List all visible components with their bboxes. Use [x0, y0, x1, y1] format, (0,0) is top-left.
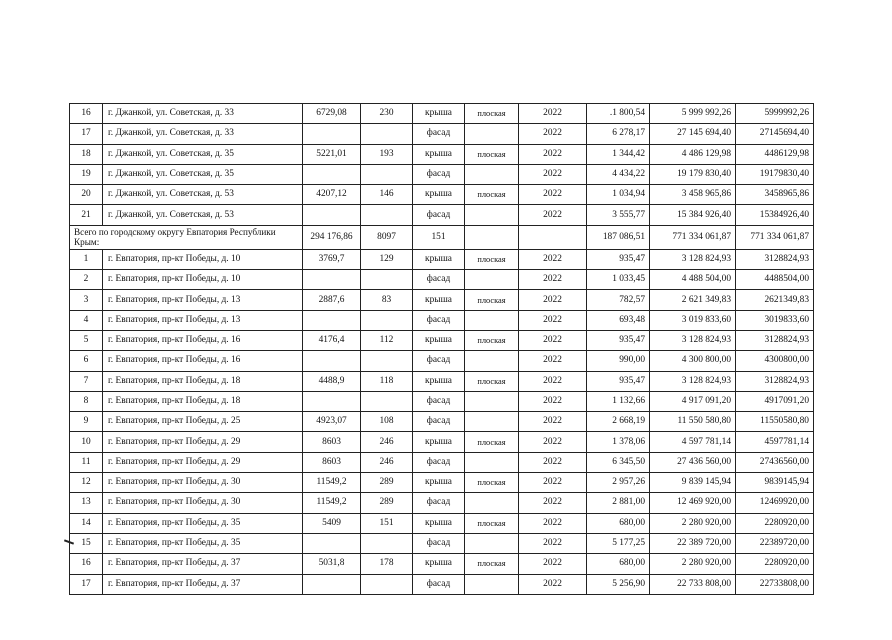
year-cell: 2022 [519, 452, 587, 472]
total-cost-cell: 2 621 349,83 [650, 290, 736, 310]
row-number-cell: 13 [70, 493, 103, 513]
count-cell: 83 [361, 290, 413, 310]
work-type-cell: крыша [413, 249, 465, 269]
year-cell: 2022 [519, 185, 587, 205]
unit-cost-cell: 6 345,50 [587, 452, 650, 472]
count-cell: 246 [361, 432, 413, 452]
total-cost-raw-cell: 11550580,80 [736, 412, 814, 432]
roof-type-cell: плоская [465, 513, 519, 533]
row-number-cell: 5 [70, 330, 103, 350]
total-cost-raw-cell: 22733808,00 [736, 574, 814, 594]
total-cost-cell: 12 469 920,00 [650, 493, 736, 513]
address-cell: г. Евпатория, пр-кт Победы, д. 29 [103, 452, 303, 472]
address-cell: г. Джанкой, ул. Советская, д. 33 [103, 104, 303, 124]
table-row [70, 124, 814, 144]
row-number-cell: 16 [70, 554, 103, 574]
year-cell: 2022 [519, 164, 587, 184]
table-row [70, 330, 814, 350]
year-cell: 2022 [519, 330, 587, 350]
count-cell: 146 [361, 185, 413, 205]
row-number-cell: 17 [70, 574, 103, 594]
area-cell: 5409 [303, 513, 361, 533]
year-cell: 2022 [519, 473, 587, 493]
unit-cost-cell: 1 378,06 [587, 432, 650, 452]
roof-type-cell [465, 310, 519, 330]
total-cost-cell: 4 486 129,98 [650, 144, 736, 164]
work-type-cell: фасад [413, 493, 465, 513]
area-cell: 11549,2 [303, 493, 361, 513]
area-cell: 3769,7 [303, 249, 361, 269]
total-cost-cell: 3 128 824,93 [650, 371, 736, 391]
table-row [70, 574, 814, 594]
total-label: Всего по городскому округу Евпатория Республики Крым: [70, 225, 303, 249]
unit-cost-cell: 935,47 [587, 371, 650, 391]
table-row [70, 554, 814, 574]
unit-cost-cell: 2 957,26 [587, 473, 650, 493]
table-row [70, 249, 814, 269]
table-row [70, 391, 814, 411]
work-type-cell: фасад [413, 164, 465, 184]
year-cell: 2022 [519, 513, 587, 533]
roof-type-cell [465, 391, 519, 411]
unit-cost-cell: 782,57 [587, 290, 650, 310]
table-body [70, 104, 814, 595]
address-cell: г. Евпатория, пр-кт Победы, д. 25 [103, 412, 303, 432]
work-type-cell: фасад [413, 124, 465, 144]
table-row [70, 493, 814, 513]
total-sum-cell: 771 334 061,87 [650, 225, 736, 249]
year-cell: 2022 [519, 290, 587, 310]
year-cell: 2022 [519, 205, 587, 225]
count-cell: 178 [361, 554, 413, 574]
count-cell [361, 124, 413, 144]
address-cell: г. Евпатория, пр-кт Победы, д. 35 [103, 513, 303, 533]
row-number-cell: 1 [70, 249, 103, 269]
count-cell [361, 164, 413, 184]
table-row [70, 533, 814, 553]
count-cell: 193 [361, 144, 413, 164]
area-cell: 8603 [303, 432, 361, 452]
unit-cost-cell: 935,47 [587, 249, 650, 269]
total-cost-cell: 4 300 800,00 [650, 351, 736, 371]
area-cell [303, 124, 361, 144]
area-cell [303, 391, 361, 411]
roof-type-cell: плоская [465, 144, 519, 164]
area-cell: 4923,07 [303, 412, 361, 432]
row-number-cell: 18 [70, 144, 103, 164]
total-cost-cell: 15 384 926,40 [650, 205, 736, 225]
roof-type-cell [465, 124, 519, 144]
count-cell [361, 205, 413, 225]
row-number-cell: 8 [70, 391, 103, 411]
work-type-cell: фасад [413, 351, 465, 371]
address-cell: г. Джанкой, ул. Советская, д. 53 [103, 185, 303, 205]
table-row [70, 473, 814, 493]
area-cell: 4488,9 [303, 371, 361, 391]
count-cell: 151 [361, 513, 413, 533]
work-type-cell: крыша [413, 290, 465, 310]
address-cell: г. Евпатория, пр-кт Победы, д. 18 [103, 391, 303, 411]
row-number-cell: 15 [70, 533, 103, 553]
area-cell: 5221,01 [303, 144, 361, 164]
roof-type-cell: плоская [465, 473, 519, 493]
row-number-cell: 4 [70, 310, 103, 330]
address-cell: г. Евпатория, пр-кт Победы, д. 37 [103, 574, 303, 594]
table-row [70, 270, 814, 290]
year-cell: 2022 [519, 351, 587, 371]
work-type-cell: крыша [413, 330, 465, 350]
address-cell: г. Евпатория, пр-кт Победы, д. 10 [103, 249, 303, 269]
address-cell: г. Евпатория, пр-кт Победы, д. 10 [103, 270, 303, 290]
row-number-cell: 3 [70, 290, 103, 310]
table-row [70, 104, 814, 124]
table-row [70, 290, 814, 310]
total-cost-cell: 27 436 560,00 [650, 452, 736, 472]
year-cell: 2022 [519, 249, 587, 269]
total-cost-raw-cell: 22389720,00 [736, 533, 814, 553]
total-cost-cell: 19 179 830,40 [650, 164, 736, 184]
row-number-cell: 11 [70, 452, 103, 472]
unit-cost-cell: 5 177,25 [587, 533, 650, 553]
roof-type-cell: плоская [465, 432, 519, 452]
total-cost-raw-cell: 19179830,40 [736, 164, 814, 184]
unit-cost-cell: 693,48 [587, 310, 650, 330]
row-number-cell: 20 [70, 185, 103, 205]
total-row [70, 225, 814, 249]
total-cost-cell: 5 999 992,26 [650, 104, 736, 124]
roof-type-cell [465, 452, 519, 472]
work-type-cell: крыша [413, 513, 465, 533]
area-cell: 5031,8 [303, 554, 361, 574]
work-type-cell: фасад [413, 391, 465, 411]
roof-type-cell: плоская [465, 249, 519, 269]
total-cost-cell: 3 458 965,86 [650, 185, 736, 205]
total-cost-raw-cell: 4488504,00 [736, 270, 814, 290]
address-cell: г. Евпатория, пр-кт Победы, д. 30 [103, 473, 303, 493]
row-number-cell: 2 [70, 270, 103, 290]
table-row [70, 432, 814, 452]
row-number-cell: 7 [70, 371, 103, 391]
table-row [70, 412, 814, 432]
total-cost-cell: 4 488 504,00 [650, 270, 736, 290]
unit-cost-cell: 680,00 [587, 554, 650, 574]
address-cell: г. Евпатория, пр-кт Победы, д. 37 [103, 554, 303, 574]
empty-cell [465, 225, 519, 249]
work-type-cell: крыша [413, 144, 465, 164]
unit-cost-cell: 6 278,17 [587, 124, 650, 144]
roof-type-cell [465, 351, 519, 371]
count-cell: 112 [361, 330, 413, 350]
unit-cost-cell: .1 800,54 [587, 104, 650, 124]
address-cell: г. Джанкой, ул. Советская, д. 35 [103, 144, 303, 164]
table-row [70, 164, 814, 184]
year-cell: 2022 [519, 310, 587, 330]
row-number-cell: 14 [70, 513, 103, 533]
area-cell [303, 270, 361, 290]
total-cost-cell: 27 145 694,40 [650, 124, 736, 144]
area-cell [303, 164, 361, 184]
unit-cost-cell: 2 668,19 [587, 412, 650, 432]
total-cost-raw-cell: 15384926,40 [736, 205, 814, 225]
unit-cost-cell: 1 033,45 [587, 270, 650, 290]
total-objects-cell: 151 [413, 225, 465, 249]
area-cell [303, 205, 361, 225]
total-cost-raw-cell: 2621349,83 [736, 290, 814, 310]
roof-type-cell [465, 533, 519, 553]
total-sum-raw-cell: 771 334 061,87 [736, 225, 814, 249]
total-unit-cost-cell: 187 086,51 [587, 225, 650, 249]
unit-cost-cell: 3 555,77 [587, 205, 650, 225]
work-type-cell: фасад [413, 452, 465, 472]
count-cell [361, 270, 413, 290]
work-type-cell: фасад [413, 205, 465, 225]
total-cost-raw-cell: 4597781,14 [736, 432, 814, 452]
area-cell: 8603 [303, 452, 361, 472]
unit-cost-cell: 1 344,42 [587, 144, 650, 164]
count-cell: 246 [361, 452, 413, 472]
address-cell: г. Евпатория, пр-кт Победы, д. 13 [103, 310, 303, 330]
row-number-cell: 10 [70, 432, 103, 452]
total-cost-raw-cell: 12469920,00 [736, 493, 814, 513]
count-cell: 230 [361, 104, 413, 124]
year-cell: 2022 [519, 493, 587, 513]
table-row [70, 185, 814, 205]
count-cell: 289 [361, 473, 413, 493]
work-type-cell: крыша [413, 104, 465, 124]
year-cell: 2022 [519, 270, 587, 290]
total-cost-raw-cell: 27436560,00 [736, 452, 814, 472]
total-cost-raw-cell: 3019833,60 [736, 310, 814, 330]
year-cell: 2022 [519, 574, 587, 594]
address-cell: г. Евпатория, пр-кт Победы, д. 29 [103, 432, 303, 452]
roof-type-cell: плоская [465, 371, 519, 391]
total-cost-cell: 22 733 808,00 [650, 574, 736, 594]
address-cell: г. Евпатория, пр-кт Победы, д. 13 [103, 290, 303, 310]
total-cost-cell: 3 128 824,93 [650, 249, 736, 269]
total-cost-raw-cell: 5999992,26 [736, 104, 814, 124]
count-cell: 108 [361, 412, 413, 432]
total-area-cell: 294 176,86 [303, 225, 361, 249]
unit-cost-cell: 4 434,22 [587, 164, 650, 184]
address-cell: г. Евпатория, пр-кт Победы, д. 35 [103, 533, 303, 553]
total-cost-cell: 2 280 920,00 [650, 513, 736, 533]
roof-type-cell [465, 412, 519, 432]
work-type-cell: фасад [413, 533, 465, 553]
count-cell [361, 351, 413, 371]
unit-cost-cell: 680,00 [587, 513, 650, 533]
area-cell [303, 351, 361, 371]
total-cost-raw-cell: 2280920,00 [736, 513, 814, 533]
count-cell: 289 [361, 493, 413, 513]
roof-type-cell [465, 205, 519, 225]
year-cell: 2022 [519, 371, 587, 391]
table-row [70, 310, 814, 330]
work-type-cell: фасад [413, 270, 465, 290]
row-number-cell: 6 [70, 351, 103, 371]
work-type-cell: крыша [413, 473, 465, 493]
area-cell: 6729,08 [303, 104, 361, 124]
address-cell: г. Джанкой, ул. Советская, д. 33 [103, 124, 303, 144]
address-cell: г. Евпатория, пр-кт Победы, д. 18 [103, 371, 303, 391]
total-cost-cell: 2 280 920,00 [650, 554, 736, 574]
count-cell [361, 533, 413, 553]
row-number-cell: 9 [70, 412, 103, 432]
work-type-cell: крыша [413, 432, 465, 452]
count-cell [361, 391, 413, 411]
work-type-cell: фасад [413, 310, 465, 330]
roof-type-cell: плоская [465, 330, 519, 350]
total-cost-raw-cell: 27145694,40 [736, 124, 814, 144]
total-cost-raw-cell: 4300800,00 [736, 351, 814, 371]
area-cell [303, 574, 361, 594]
work-type-cell: крыша [413, 371, 465, 391]
total-cost-cell: 4 917 091,20 [650, 391, 736, 411]
year-cell: 2022 [519, 554, 587, 574]
total-cost-cell: 3 019 833,60 [650, 310, 736, 330]
work-type-cell: крыша [413, 185, 465, 205]
address-cell: г. Джанкой, ул. Советская, д. 53 [103, 205, 303, 225]
roof-type-cell [465, 574, 519, 594]
area-cell: 4207,12 [303, 185, 361, 205]
address-cell: г. Евпатория, пр-кт Победы, д. 16 [103, 330, 303, 350]
total-cost-raw-cell: 3128824,93 [736, 249, 814, 269]
total-cost-cell: 4 597 781,14 [650, 432, 736, 452]
row-number-cell: 16 [70, 104, 103, 124]
year-cell: 2022 [519, 412, 587, 432]
year-cell: 2022 [519, 432, 587, 452]
count-cell [361, 310, 413, 330]
address-cell: г. Евпатория, пр-кт Победы, д. 16 [103, 351, 303, 371]
roof-type-cell [465, 164, 519, 184]
roof-type-cell [465, 270, 519, 290]
address-cell: г. Евпатория, пр-кт Победы, д. 30 [103, 493, 303, 513]
unit-cost-cell: 5 256,90 [587, 574, 650, 594]
area-cell [303, 533, 361, 553]
count-cell: 118 [361, 371, 413, 391]
unit-cost-cell: 1 034,94 [587, 185, 650, 205]
roof-type-cell: плоская [465, 554, 519, 574]
year-cell: 2022 [519, 391, 587, 411]
total-cost-raw-cell: 3128824,93 [736, 371, 814, 391]
table-row [70, 351, 814, 371]
count-cell [361, 574, 413, 594]
table-row [70, 205, 814, 225]
empty-cell [519, 225, 587, 249]
total-count-cell: 8097 [361, 225, 413, 249]
buildings-table [69, 103, 814, 595]
work-type-cell: фасад [413, 412, 465, 432]
area-cell [303, 310, 361, 330]
total-cost-raw-cell: 4486129,98 [736, 144, 814, 164]
table-row [70, 452, 814, 472]
total-cost-cell: 9 839 145,94 [650, 473, 736, 493]
roof-type-cell: плоская [465, 104, 519, 124]
total-cost-raw-cell: 9839145,94 [736, 473, 814, 493]
row-number-cell: 12 [70, 473, 103, 493]
table-row [70, 371, 814, 391]
year-cell: 2022 [519, 144, 587, 164]
area-cell: 2887,6 [303, 290, 361, 310]
table-row [70, 513, 814, 533]
total-cost-cell: 11 550 580,80 [650, 412, 736, 432]
address-cell: г. Джанкой, ул. Советская, д. 35 [103, 164, 303, 184]
table-row [70, 144, 814, 164]
row-number-cell: 19 [70, 164, 103, 184]
roof-type-cell: плоская [465, 185, 519, 205]
total-cost-raw-cell: 4917091,20 [736, 391, 814, 411]
year-cell: 2022 [519, 124, 587, 144]
area-cell: 11549,2 [303, 473, 361, 493]
unit-cost-cell: 2 881,00 [587, 493, 650, 513]
total-cost-raw-cell: 2280920,00 [736, 554, 814, 574]
total-cost-cell: 22 389 720,00 [650, 533, 736, 553]
total-cost-raw-cell: 3128824,93 [736, 330, 814, 350]
work-type-cell: фасад [413, 574, 465, 594]
unit-cost-cell: 935,47 [587, 330, 650, 350]
count-cell: 129 [361, 249, 413, 269]
total-cost-cell: 3 128 824,93 [650, 330, 736, 350]
work-type-cell: крыша [413, 554, 465, 574]
row-number-cell: 17 [70, 124, 103, 144]
roof-type-cell: плоская [465, 290, 519, 310]
roof-type-cell [465, 493, 519, 513]
total-cost-raw-cell: 3458965,86 [736, 185, 814, 205]
year-cell: 2022 [519, 104, 587, 124]
year-cell: 2022 [519, 533, 587, 553]
unit-cost-cell: 990,00 [587, 351, 650, 371]
area-cell: 4176,4 [303, 330, 361, 350]
row-number-cell: 21 [70, 205, 103, 225]
unit-cost-cell: 1 132,66 [587, 391, 650, 411]
